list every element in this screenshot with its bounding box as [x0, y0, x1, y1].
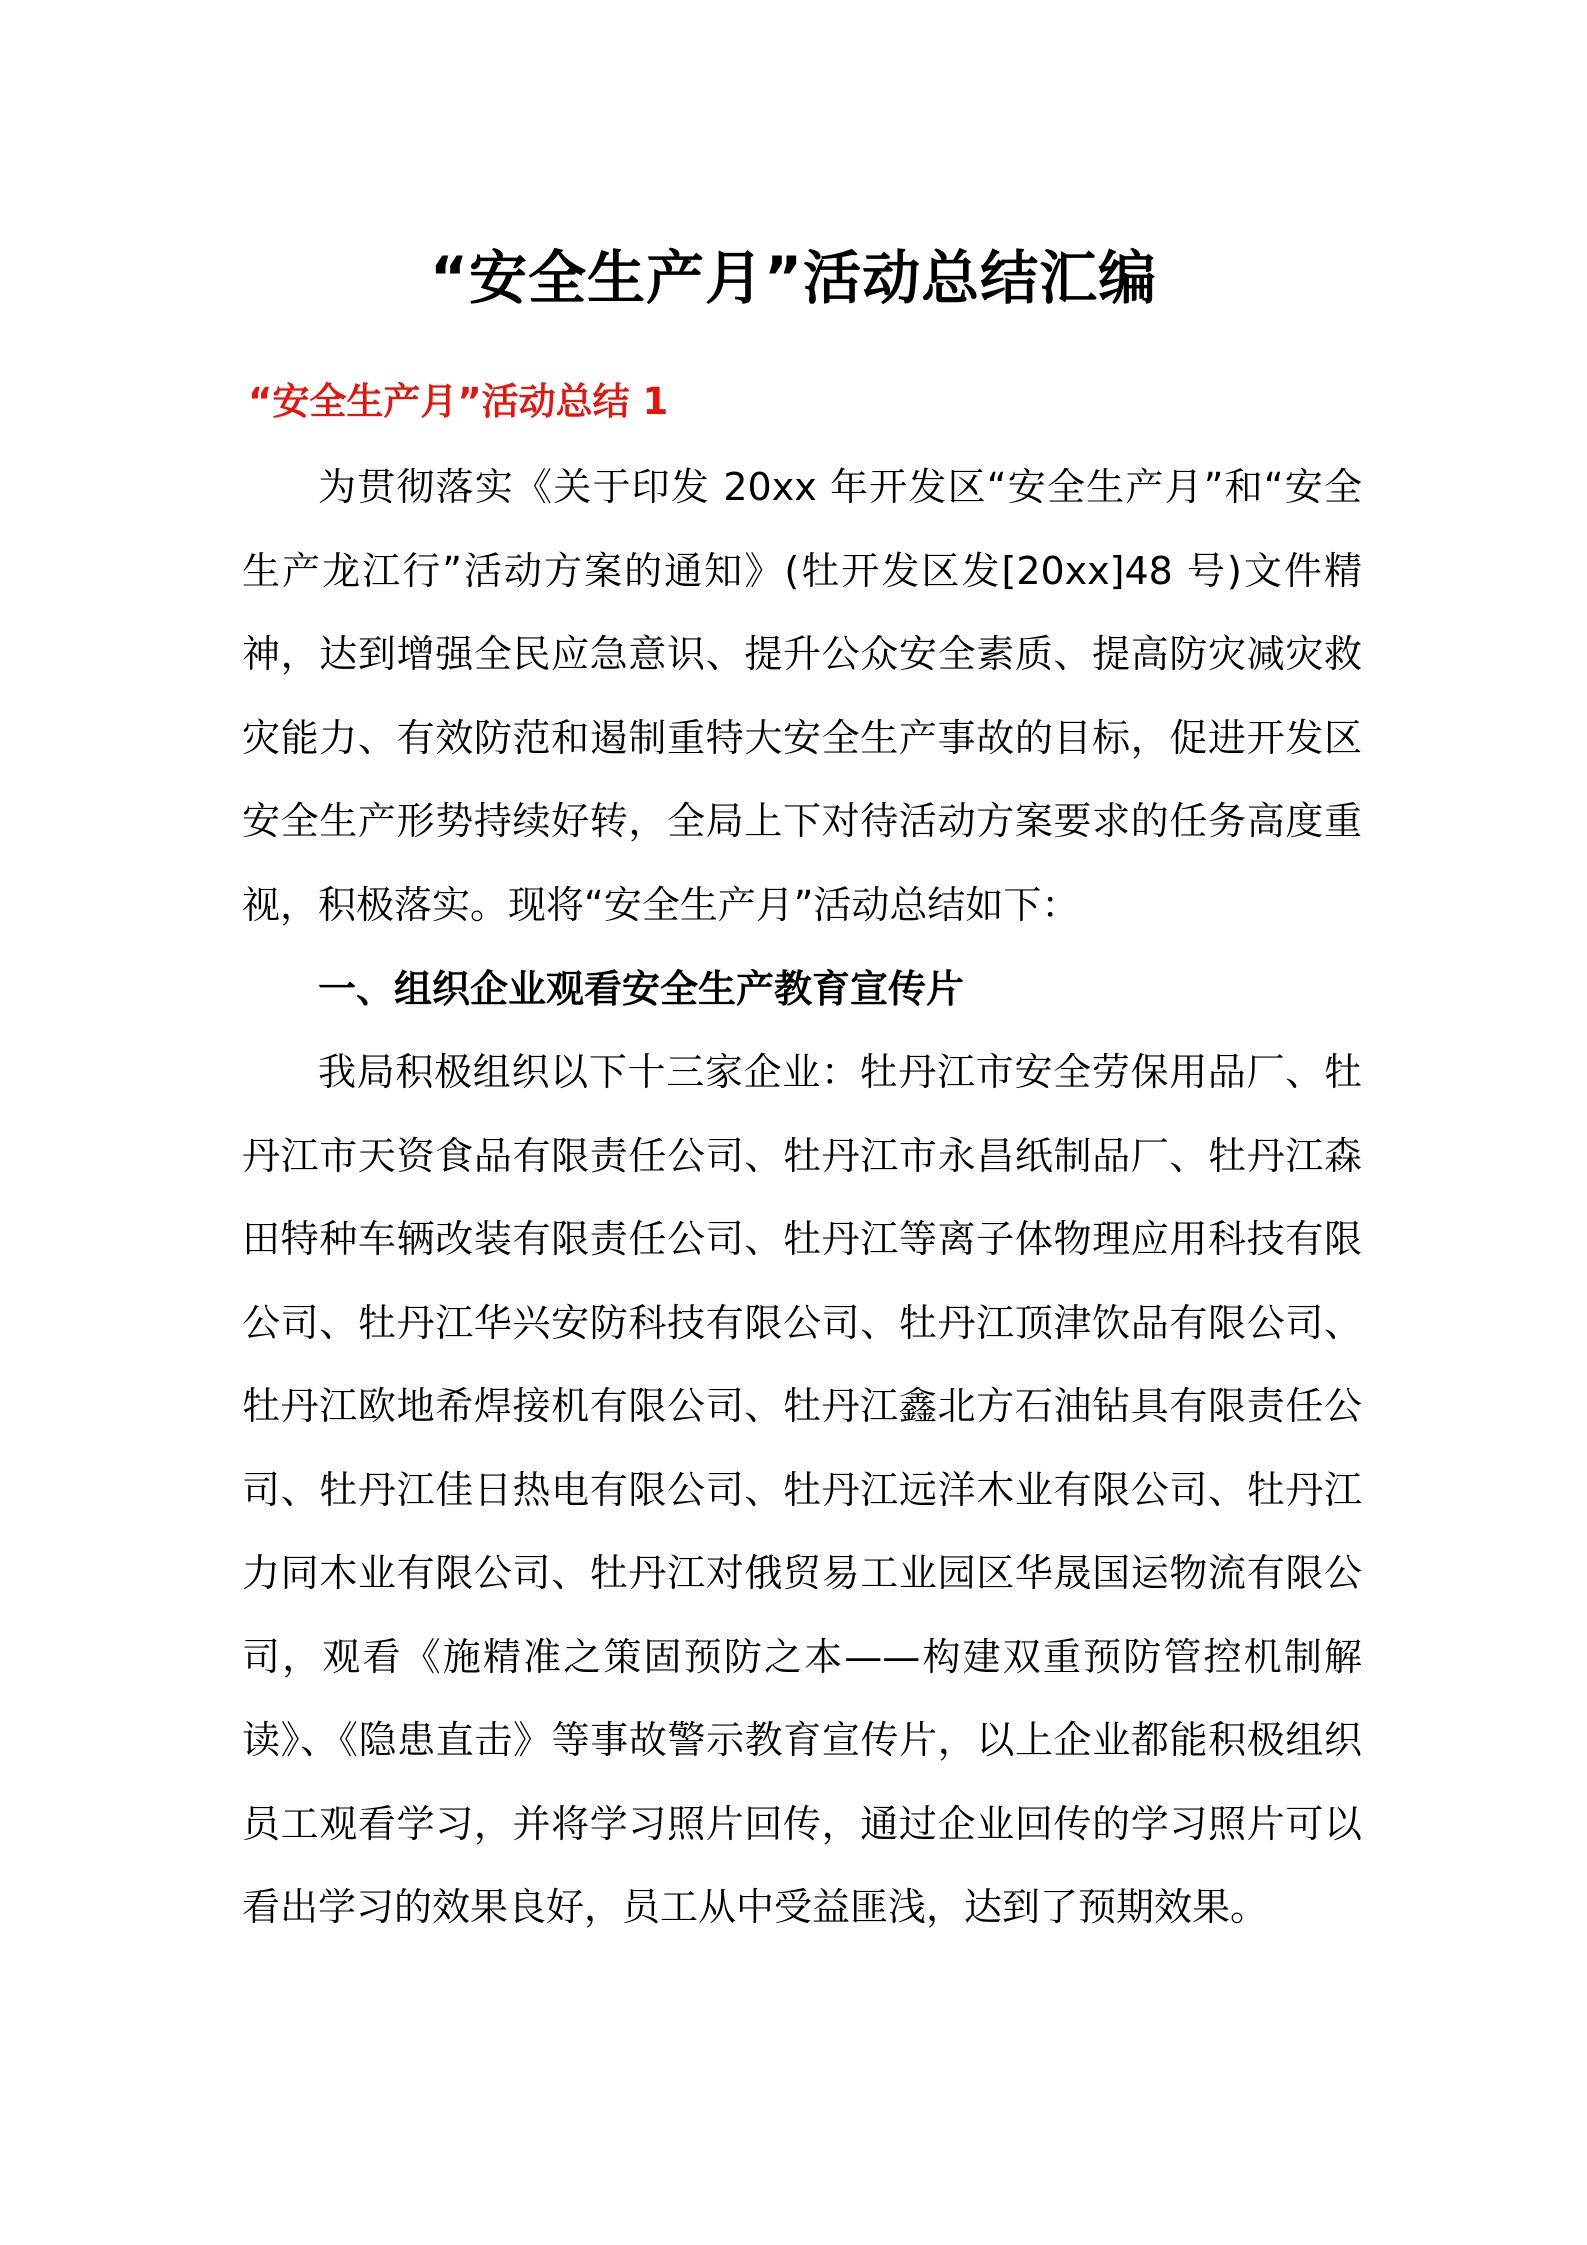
body-paragraph-1: 为贯彻落实《关于印发 20xx 年开发区“安全生产月”和“安全生产龙江行”活动方案的通知》(牡开发区发[20xx]48 号)文件精神，达到增强全民应急意识、提升公众安全素质、提高防灾减灾救灾能力、有效防范和遏制重特大安全生产事故的目标，促进开发区安全生产形势持续好转，全局上下对待活动方案要求的任务高度重视，积极落实。现将“安全生产月”活动总结如下： [242, 465, 1362, 927]
body-paragraph-2: 我局积极组织以下十三家企业：牡丹江市安全劳保用品厂、牡丹江市天资食品有限责任公司、牡丹江市永昌纸制品厂、牡丹江森田特种车辆改装有限责任公司、牡丹江等离子体物理应用科技有限公司、牡丹江华兴安防科技有限公司、牡丹江顶津饮品有限公司、牡丹江欧地希焊接机有限公司、牡丹江鑫北方石油钻具有限责任公司、牡丹江佳日热电有限公司、牡丹江远洋木业有限公司、牡丹江力同木业有限公司、牡丹江对俄贸易工业园区华晟国运物流有限公司，观看《施精准之策固预防之本——构建双重预防管控机制解读》、《隐患直击》等事故警示教育宣传片，以上企业都能积极组织员工观看学习，并将学习照片回传，通过企业回传的学习照片可以看出学习的效果良好，员工从中受益匪浅，达到了预期效果。 [242, 1050, 1362, 1929]
section-heading: “安全生产月”活动总结 1 [248, 380, 669, 423]
sub-heading-1: 一、组织企业观看安全生产教育宣传片 [318, 967, 965, 1011]
document-title: “安全生产月”活动总结汇编 [429, 244, 1158, 312]
